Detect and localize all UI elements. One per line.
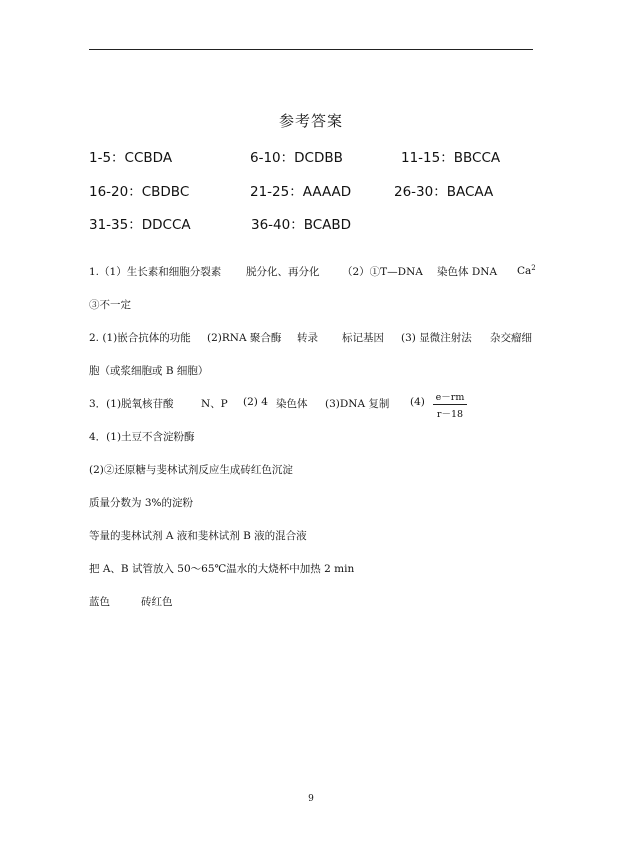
q1-part-e-sup: 2	[531, 264, 536, 272]
q3-part-e: (3)DNA 复制	[325, 398, 390, 410]
q4-line-3: 质量分数为 3%的淀粉	[89, 497, 193, 509]
page-number: 9	[308, 794, 314, 804]
q3-part-d: 染色体	[276, 398, 308, 410]
mc-answer-36-40: 36-40：BCABD	[251, 217, 352, 233]
q3-fraction-denominator: r－18	[436, 409, 464, 420]
mc-answer-21-25: 21-25：AAAAD	[250, 184, 352, 200]
q4-line-1: 4．(1)土豆不含淀粉酶	[89, 431, 195, 443]
q4-color-brick-red: 砖红色	[141, 596, 173, 608]
q3-part-a: 3．(1)脱氧核苷酸	[89, 398, 174, 410]
q2-part-f: 杂交瘤细	[490, 332, 532, 344]
q4-line-5: 把 A、B 试管放入 50～65℃温水的大烧杯中加热 2 min	[89, 563, 355, 575]
mc-answer-6-10: 6-10：DCDBB	[250, 150, 343, 166]
q2-line-2: 胞（或浆细胞或 B 细胞）	[89, 365, 209, 377]
q3-part-b: N、P	[201, 398, 228, 410]
page-title: 参考答案	[278, 112, 343, 130]
q3-fraction	[433, 389, 467, 420]
q2-part-b: (2)RNA 聚合酶	[207, 332, 282, 344]
q2-part-c: 转录	[297, 332, 318, 344]
header-rule	[89, 49, 533, 50]
q4-color-blue: 蓝色	[89, 596, 110, 608]
q1-line-2: ③不一定	[89, 299, 131, 311]
q3-fraction-numerator: e－rm	[433, 389, 467, 405]
q4-line-4: 等量的斐林试剂 A 液和斐林试剂 B 液的混合液	[89, 530, 307, 542]
q3-part-f: (4)	[410, 396, 425, 408]
q1-part-d: 染色体 DNA	[437, 266, 498, 278]
q1-part-a: 1.（1）生长素和细胞分裂素	[89, 266, 222, 278]
q1-part-c: （2）①T—DNA	[342, 266, 423, 278]
q1-part-e	[517, 264, 536, 277]
q2-part-d: 标记基因	[342, 332, 384, 344]
mc-answer-1-5: 1-5：CCBDA	[89, 150, 173, 166]
q2-part-a: 2. (1)嵌合抗体的功能	[89, 332, 191, 344]
q2-part-e: (3) 显微注射法	[401, 332, 472, 344]
mc-answer-11-15: 11-15：BBCCA	[401, 150, 501, 166]
mc-answer-26-30: 26-30：BACAA	[394, 184, 494, 200]
mc-answer-16-20: 16-20：CBDBC	[89, 184, 190, 200]
q4-line-2: (2)②还原糖与斐林试剂反应生成砖红色沉淀	[89, 464, 293, 476]
q1-part-e-text: Ca	[517, 265, 532, 277]
q1-part-b: 脱分化、再分化	[246, 266, 320, 278]
mc-answer-31-35: 31-35：DDCCA	[89, 217, 191, 233]
q3-part-c: (2) 4	[243, 396, 268, 408]
